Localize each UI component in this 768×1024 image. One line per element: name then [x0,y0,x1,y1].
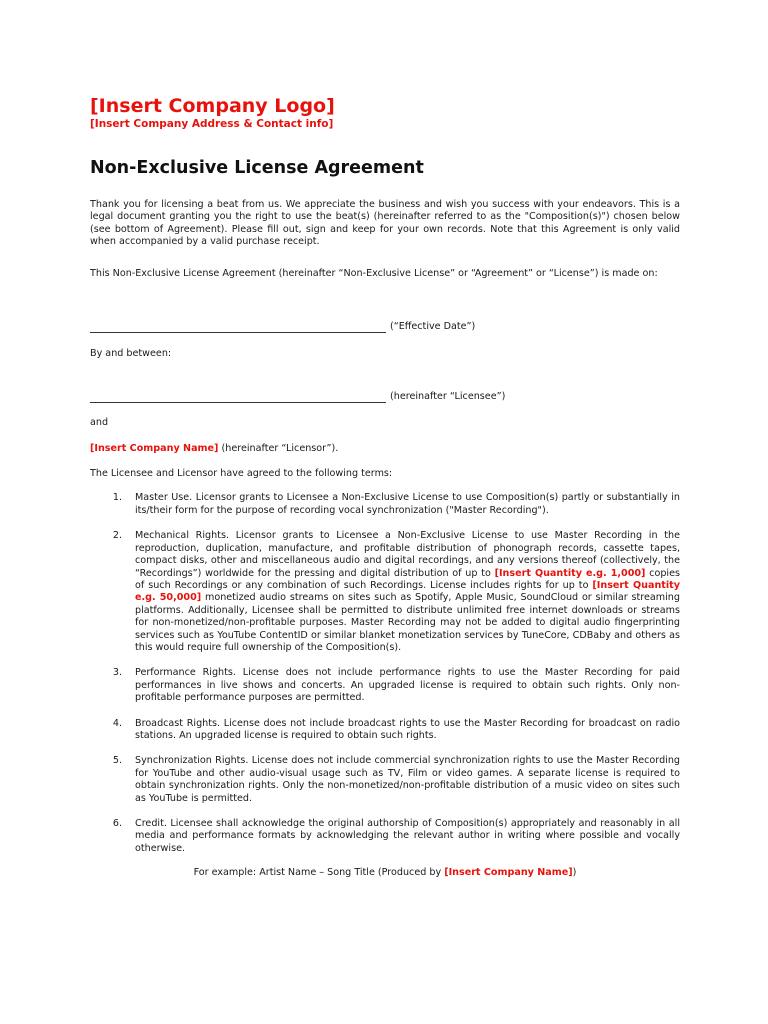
credit-example-line [90,867,680,879]
terms-list [90,492,680,855]
licensee-blank-line[interactable] [90,392,386,403]
term-text-part: monetized audio streams on sites such as Spotify, Apple Music, SoundCloud or similar streaming platforms. Additionally, Licensee shall be permitted to distribute unlimited free internet downloads or streams for non-monetized/non-profitable purposes. Master Recording may not be added to digital audio fingerprinting services such as YouTube ContentID or similar blanket monetization services by TuneCore, CDBaby and others as this would require full ownership of the Composition(s). [135,592,680,653]
term-text: Master Use. Licensor grants to Licensee a Non-Exclusive License to use Composition(s) partly or substantially in its/their form for the purpose of recording vocal synchronization ("Master Recording"). [135,492,680,516]
credit-example-prefix: For example: Artist Name – Song Title (Produced by [193,867,445,879]
licensee-label: (hereinafter “Licensee”) [390,390,506,402]
term-text: Synchronization Rights. License does not include commercial synchronization rights to use the Master Recording for YouTube and other audio-visual usage such as TV, Film or video games. A separate license is required to obtain synchronization rights. Only the non-monetized/non-profitable distribution of a music video on sites such as YouTube is permitted. [135,755,680,804]
credit-example-suffix: ) [572,867,577,879]
quantity-streams-placeholder: [Insert Quantity e.g. 50,000] [135,579,680,604]
term-number: 5. [112,755,122,767]
credit-company-placeholder: [Insert Company Name] [444,867,573,879]
term-text-part: Mechanical Rights. Licensor grants to Licensee a Non-Exclusive License to use Master Recording in the reproduction, duplication, manufacture, and profitable distribution of phonograph records, cassette tapes, compact disks, other and miscellaneous audio and digital recordings, and any versions thereof (collectively, the “Recordings”) worldwide for the pressing and digital distribution of up to [135,530,680,579]
by-and-between-text: By and between: [90,348,172,360]
term-item [90,818,680,855]
effective-date-label: (“Effective Date”) [390,321,476,333]
term-text: Broadcast Rights. License does not include broadcast rights to use the Master Recording for broadcast on radio stations. An upgraded license is required to obtain such rights. [135,717,680,741]
term-text-part: copies of such Recordings or any combination of such Recordings. License includes rights for up to [135,567,680,591]
effective-date-blank-line[interactable] [90,322,386,333]
term-number: 4. [112,717,122,729]
term-item [90,530,680,654]
term-number: 1. [112,492,122,504]
quantity-copies-placeholder: [Insert Quantity e.g. 1,000] [494,567,646,579]
term-text [135,530,680,654]
document-title: Non-Exclusive License Agreement [90,158,424,178]
intro-paragraph: Thank you for licensing a beat from us. We appreciate the business and wish you success with your endeavors. This is a legal document granting you the right to use the beat(s) (hereinafter referred to as the "Composition(s)") chosen below (see bottom of Agreement). Please fill out, sign and keep for your own records. Note that this Agreement is only valid when accompanied by a valid purchase receipt. [90,199,680,248]
company-address-placeholder: [Insert Company Address & Contact info] [90,118,334,130]
document-page [90,95,680,880]
term-number: 3. [112,667,122,679]
term-text: Performance Rights. License does not include performance rights to use the Master Recording for paid performances in live shows and concerts. An upgraded license is required to obtain such rights. Only non-profitable performance purposes are permitted. [135,667,680,704]
effective-date-row [90,321,680,333]
term-item [90,755,680,805]
licensor-company-placeholder: [Insert Company Name] [90,442,219,454]
licensee-row [90,391,680,403]
terms-intro: The Licensee and Licensor have agreed to the following terms: [90,468,393,480]
made-on-paragraph: This Non-Exclusive License Agreement (hereinafter “Non-Exclusive License” or “Agreement” or “License”) is made on: [90,267,658,279]
licensor-label: (hereinafter “Licensor”). [221,442,339,454]
term-item [90,492,680,517]
company-logo-placeholder: [Insert Company Logo] [90,95,335,117]
term-number: 6. [112,818,122,829]
term-number: 2. [112,530,122,542]
term-text: Credit. Licensee shall acknowledge the original authorship of Composition(s) appropriately and reasonably in all media and performance formats by acknowledging the relevant author in writing where possible and vocally otherwise. [135,818,680,854]
licensor-line [90,443,680,455]
term-item [90,718,680,743]
and-text: and [90,417,109,429]
term-item [90,667,680,704]
